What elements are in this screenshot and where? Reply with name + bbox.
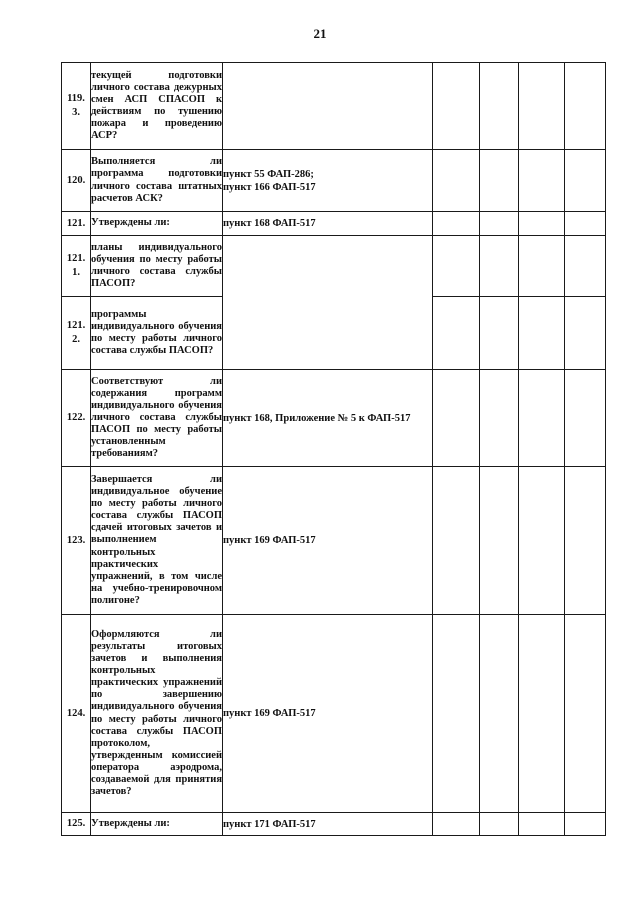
answer-yes-cell [433, 297, 480, 370]
table-row [62, 615, 606, 813]
item-number: 125. [62, 813, 91, 836]
item-number: 122. [62, 370, 91, 467]
answer-no-cell [480, 297, 519, 370]
answer-no-cell [480, 370, 519, 467]
note-cell [565, 212, 606, 236]
answer-no-cell [480, 236, 519, 297]
answer-no-cell [480, 63, 519, 150]
answer-no-cell [480, 467, 519, 615]
note-cell [565, 813, 606, 836]
note-cell [565, 236, 606, 297]
answer-yes-cell [433, 236, 480, 297]
answer-na-cell [519, 615, 565, 813]
note-cell [565, 63, 606, 150]
note-cell [565, 297, 606, 370]
table-row [62, 212, 606, 236]
reference-cell [223, 236, 433, 370]
item-number: 119. 3. [62, 63, 91, 150]
answer-yes-cell [433, 212, 480, 236]
answer-no-cell [480, 615, 519, 813]
table-row [62, 467, 606, 615]
question-cell: планы индивидуального обучения по месту работы личного состава службы ПАСОП? [91, 236, 223, 297]
table-row [62, 150, 606, 212]
page-number: 21 [313, 26, 327, 41]
table-row [62, 370, 606, 467]
reference-cell: пункт 171 ФАП-517 [223, 813, 433, 836]
question-cell: Соответствуют ли содержания программ индивидуального обучения личного состава службы ПАСОП по месту работы установленным требованиям? [91, 370, 223, 467]
note-cell [565, 467, 606, 615]
question-cell: Завершается ли индивидуальное обучение по месту работы личного состава службы ПАСОП сдачей итоговых зачетов и выполнением контрольных практических упражнений, в том числе на учебно-тренировочном полигоне? [91, 467, 223, 615]
note-cell [565, 150, 606, 212]
answer-na-cell [519, 150, 565, 212]
item-number: 120. [62, 150, 91, 212]
answer-no-cell [480, 212, 519, 236]
answer-na-cell [519, 212, 565, 236]
question-cell: Утверждены ли: [91, 813, 223, 836]
question-cell: Утверждены ли: [91, 212, 223, 236]
item-number: 121. 1. [62, 236, 91, 297]
note-cell [565, 370, 606, 467]
answer-yes-cell [433, 467, 480, 615]
answer-yes-cell [433, 615, 480, 813]
table-row [62, 63, 606, 150]
reference-cell: пункт 169 ФАП-517 [223, 467, 433, 615]
question-cell: Оформляются ли результаты итоговых зачетов и выполнения контрольных практических упражнений по завершению индивидуального обучения по месту работы личного состава службы ПАСОП протоколом, утвержденным комиссией оператора аэродрома, создаваемой для принятия зачетов? [91, 615, 223, 813]
reference-cell: пункт 168 ФАП-517 [223, 212, 433, 236]
question-cell: Выполняется ли программа подготовки личного состава штатных расчетов АСК? [91, 150, 223, 212]
answer-na-cell [519, 467, 565, 615]
reference-cell: пункт 169 ФАП-517 [223, 615, 433, 813]
answer-yes-cell [433, 150, 480, 212]
table-row [62, 813, 606, 836]
item-number: 121. 2. [62, 297, 91, 370]
answer-na-cell [519, 63, 565, 150]
reference-cell [223, 63, 433, 150]
answer-no-cell [480, 813, 519, 836]
answer-na-cell [519, 297, 565, 370]
question-cell: программы индивидуального обучения по месту работы личного состава службы ПАСОП? [91, 297, 223, 370]
reference-cell: пункт 168, Приложение № 5 к ФАП-517 [223, 370, 433, 467]
answer-no-cell [480, 150, 519, 212]
answer-yes-cell [433, 63, 480, 150]
answer-yes-cell [433, 813, 480, 836]
item-number: 121. [62, 212, 91, 236]
question-cell: текущей подготовки личного состава дежурных смен АСП СПАСОП к действиям по тушению пожара и проведению АСР? [91, 63, 223, 150]
answer-na-cell [519, 236, 565, 297]
answer-na-cell [519, 370, 565, 467]
reference-cell: пункт 55 ФАП-286; пункт 166 ФАП-517 [223, 150, 433, 212]
checklist-table [61, 62, 606, 836]
answer-yes-cell [433, 370, 480, 467]
table-row [62, 236, 606, 297]
note-cell [565, 615, 606, 813]
answer-na-cell [519, 813, 565, 836]
item-number: 123. [62, 467, 91, 615]
item-number: 124. [62, 615, 91, 813]
